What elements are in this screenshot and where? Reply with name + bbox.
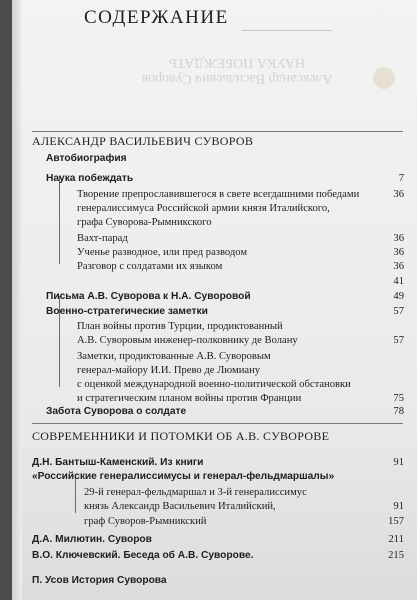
toc-entry-title: князь Александр Васильевич Италийский, — [84, 501, 276, 512]
bleed-through-line: Александр Васильевич Суворов — [141, 71, 333, 86]
toc-entry-title: граф Суворов-Рымникский — [84, 516, 207, 527]
section-divider — [32, 423, 403, 424]
bleed-through-emblem-icon — [373, 67, 395, 89]
toc-entry-title: В.О. Ключевский. Беседа об А.В. Суворове. — [32, 550, 254, 561]
toc-entry-title: А.В. Суворовым инженер-полковнику де Волану — [77, 335, 298, 346]
toc-entry-title: 29-й генерал-фельдмаршал и 3-й генералиссимус — [84, 487, 307, 498]
toc-entry-page-number: 157 — [388, 516, 404, 527]
toc-entry-title: Д.Н. Бантыш-Каменский. Из книги — [32, 457, 204, 468]
toc-entry-title: Ученье разводное, или пред разводом — [77, 247, 248, 258]
toc-entry-page-number: 36 — [393, 261, 404, 272]
bleed-through-text — [122, 54, 352, 86]
page-title: СОДЕРЖАНИЕ — [84, 7, 229, 28]
page-binding-edge — [12, 0, 22, 600]
toc-entry-page-number: 57 — [393, 306, 404, 317]
toc-entry-page-number: 211 — [388, 534, 404, 545]
toc-entry-title: Автобиография — [46, 153, 127, 164]
toc-entry-title: Разговор с солдатами их языком — [77, 261, 223, 272]
toc-entry-page-number: 49 — [393, 291, 404, 302]
toc-entry-title: графа Суворова-Рымникского — [77, 217, 212, 228]
toc-entry-page-number: 78 — [393, 406, 404, 417]
toc-entry-title: Заметки, продиктованные А.В. Суворовым — [77, 351, 271, 362]
toc-entry-page-number: 36 — [393, 247, 404, 258]
toc-entry-page-number: 41 — [393, 276, 404, 287]
toc-entry-title: План войны против Турции, продиктованный — [77, 321, 283, 332]
bleed-through-line: НАУКА ПОБЕЖДАТЬ — [168, 55, 306, 70]
toc-entry-page-number: 36 — [393, 189, 404, 200]
toc-entry-title: Наука побеждать — [46, 173, 134, 184]
indent-bar — [59, 176, 60, 264]
toc-entry-page-number: 7 — [398, 173, 404, 184]
toc-entry-title: генералиссимуса Российской армии князя Италийского, — [77, 203, 330, 214]
bleed-through-rule — [242, 30, 332, 31]
toc-entry-title: П. Усов История Суворова — [32, 575, 167, 586]
toc-entry-page-number: 75 — [393, 393, 404, 404]
toc-entry-title: и стратегическим планом войны против Франции — [77, 393, 302, 404]
toc-entry-title: Письма А.В. Суворова к Н.А. Суворовой — [46, 291, 251, 302]
toc-entry-title: «Российские генералиссимусы и генерал-фельдмаршалы» — [32, 471, 335, 482]
toc-entry-page-number: 57 — [393, 335, 404, 346]
toc-entry-title: Д.А. Милютин. Суворов — [32, 534, 152, 545]
toc-entry-title: Военно-стратегические заметки — [46, 306, 208, 317]
toc-entry-title: Забота Суворова о солдате — [46, 406, 187, 417]
toc-entry-title: генерал-майору И.И. Прево де Люмиану — [77, 365, 261, 376]
toc-entry-page-number: 91 — [393, 501, 404, 512]
toc-entry-title: с оценкой международной военно-политической обстановки — [77, 379, 351, 390]
toc-entry-page-number: 36 — [393, 233, 404, 244]
book-page — [12, 0, 417, 600]
toc-entry-title: АЛЕКСАНДР ВАСИЛЬЕВИЧ СУВОРОВ — [32, 134, 254, 148]
toc-entry-page-number: 91 — [393, 457, 404, 468]
toc-entry-title: Вахт-парад — [77, 233, 128, 244]
section-divider — [32, 131, 403, 132]
toc-entry-title: Творение препрославившегося в свете всегдашними победами — [77, 189, 360, 200]
toc-entry-page-number: 215 — [388, 550, 404, 561]
toc-entry-title: СОВРЕМЕННИКИ И ПОТОМКИ ОБ А.В. СУВОРОВЕ — [32, 429, 330, 443]
